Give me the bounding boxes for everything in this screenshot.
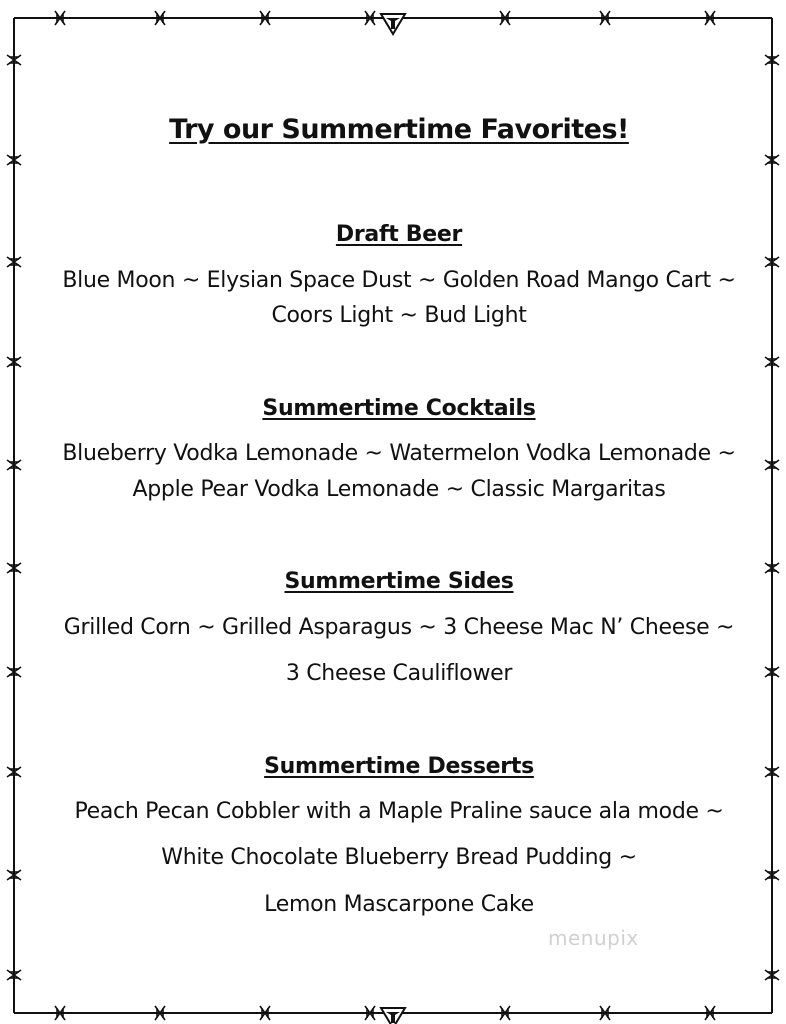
menu-item-line: Coors Light ~ Bud Light bbox=[271, 303, 527, 328]
barb-mark bbox=[705, 1006, 715, 1020]
section-heading: Draft Beer bbox=[335, 222, 463, 247]
barb-mark bbox=[765, 155, 779, 165]
menu-item-line: Blue Moon ~ Elysian Space Dust ~ Golden Road Mango Cart ~ bbox=[62, 268, 736, 293]
barb-mark bbox=[7, 55, 21, 65]
barb-mark bbox=[500, 11, 510, 25]
menu-item-line: 3 Cheese Cauliflower bbox=[285, 661, 513, 686]
barb-mark bbox=[7, 970, 21, 980]
emblem-icon bbox=[381, 1008, 405, 1024]
barb-mark bbox=[155, 11, 165, 25]
barb-mark bbox=[7, 155, 21, 165]
menu-item-line: Blueberry Vodka Lemonade ~ Watermelon Vodka Lemonade ~ bbox=[62, 441, 736, 466]
barb-mark bbox=[155, 1006, 165, 1020]
barb-mark bbox=[600, 1006, 610, 1020]
barb-mark bbox=[260, 11, 270, 25]
menu-item-line: Lemon Mascarpone Cake bbox=[264, 892, 534, 917]
barb-mark bbox=[765, 55, 779, 65]
barb-mark bbox=[500, 1006, 510, 1020]
barb-mark bbox=[765, 357, 779, 367]
menu-item-line: Apple Pear Vodka Lemonade ~ Classic Margaritas bbox=[132, 477, 666, 502]
barb-mark bbox=[260, 1006, 270, 1020]
section-heading: Summertime Sides bbox=[284, 569, 514, 594]
barb-mark bbox=[7, 357, 21, 367]
barb-mark bbox=[365, 1006, 375, 1020]
menu-title: Try our Summertime Favorites! bbox=[169, 114, 629, 145]
section-heading: Summertime Cocktails bbox=[262, 396, 536, 421]
barb-mark bbox=[7, 870, 21, 880]
barb-mark bbox=[55, 11, 65, 25]
barb-mark bbox=[765, 970, 779, 980]
barb-mark bbox=[765, 257, 779, 267]
emblem-icon bbox=[381, 14, 405, 34]
menupix-watermark: menupix bbox=[548, 926, 639, 950]
menu-item-line: White Chocolate Blueberry Bread Pudding ~ bbox=[161, 845, 637, 870]
menu-item-line: Grilled Corn ~ Grilled Asparagus ~ 3 Cheese Mac N’ Cheese ~ bbox=[63, 615, 735, 640]
barb-mark bbox=[600, 11, 610, 25]
barb-mark bbox=[765, 870, 779, 880]
section-heading: Summertime Desserts bbox=[264, 754, 534, 779]
menu-item-line: Peach Pecan Cobbler with a Maple Praline sauce ala mode ~ bbox=[74, 799, 724, 824]
barb-mark bbox=[705, 11, 715, 25]
barb-mark bbox=[7, 257, 21, 267]
barb-mark bbox=[365, 11, 375, 25]
barb-mark bbox=[55, 1006, 65, 1020]
